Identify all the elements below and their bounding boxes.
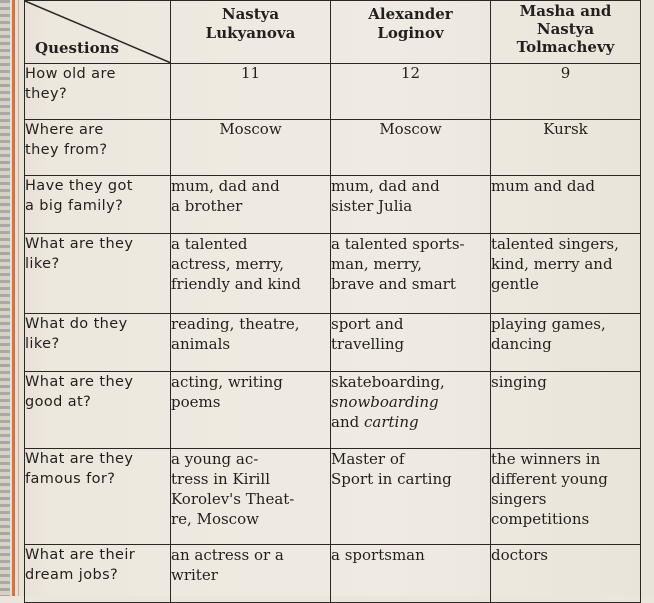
question-text: How old are [25,66,116,82]
answer-text: acting, writing [171,373,283,391]
question-text: Have they got [25,178,133,194]
question-text: What do they [25,316,128,332]
question-text: famous for? [25,471,116,487]
header-row [25,1,641,64]
person-1-line2: Lukyanova [205,24,296,42]
answer-text: re, Moscow [171,510,259,528]
answer-text: 11 [240,64,261,82]
answer-cell [491,64,641,120]
question-text: they from? [25,142,108,158]
question-text: like? [25,256,60,272]
question-text: What are they [25,236,134,252]
answer-cell [331,234,491,314]
question-cell [25,120,171,176]
questions-label: Questions [35,39,119,57]
person-1-line1: Nastya [221,5,280,23]
answer-text: travelling [331,335,405,353]
person-3-line3: Tolmachevy [516,38,615,56]
person-header-3 [491,1,641,64]
answer-text: snowboarding [331,393,439,411]
person-header-2 [331,1,491,64]
answer-cell [491,545,641,603]
question-text: dream jobs? [25,567,119,583]
answer-cell [171,314,331,372]
answer-text: skateboarding, [331,373,445,391]
answer-cell [491,176,641,234]
question-text: Where are [25,122,104,138]
page-binding [0,0,10,596]
answer-cell [491,372,641,449]
answer-text: sport and [331,315,404,333]
answer-text: dancing [491,335,552,353]
answer-cell [331,449,491,545]
answer-text: different young [491,470,608,488]
margin-line [12,0,15,596]
question-text: What are their [25,547,136,563]
table-row [25,449,641,545]
answer-cell [171,545,331,603]
question-text: like? [25,336,60,352]
person-header-1 [171,1,331,64]
answer-text: the winners in [491,450,601,468]
question-cell [25,314,171,372]
answer-text: tress in Kirill [171,470,271,488]
answer-text: talented singers, [491,235,619,253]
table-row [25,372,641,449]
question-text: What are they [25,374,134,390]
answer-text: friendly and kind [171,275,301,293]
person-3-line2: Nastya [536,20,595,38]
answer-cell [171,176,331,234]
answer-text: gentle [491,275,539,293]
answer-text: and [331,413,360,431]
answer-text: man, merry, [331,255,423,273]
question-text: a big family? [25,198,124,214]
table-row [25,314,641,372]
answer-cell [331,545,491,603]
answer-text: kind, merry and [491,255,613,273]
question-cell [25,545,171,603]
answer-text: 9 [560,64,571,82]
answer-text: mum, dad and [171,177,280,195]
table-row [25,234,641,314]
answer-text: a talented sports- [331,235,465,253]
table-row [25,64,641,120]
answer-cell [331,176,491,234]
questions-header-cell [25,1,171,64]
answer-cell [331,120,491,176]
question-cell [25,234,171,314]
answer-cell [171,120,331,176]
answer-cell [491,314,641,372]
answer-text: Moscow [379,120,442,138]
answer-text: competitions [491,510,590,528]
answer-cell [331,64,491,120]
answer-text: carting [364,413,419,431]
question-cell [25,449,171,545]
answer-cell [491,120,641,176]
answer-text: a talented [171,235,248,253]
margin-line-inner [18,0,19,596]
answer-cell [491,449,641,545]
answer-text: Korolev's Theat- [171,490,295,508]
answer-text: Moscow [219,120,282,138]
person-2-line2: Loginov [377,24,444,42]
answer-text: animals [171,335,231,353]
answer-text: sister Julia [331,197,413,215]
question-cell [25,176,171,234]
answer-text: a young ac- [171,450,259,468]
table-row [25,545,641,603]
answer-text: a brother [171,197,243,215]
answer-text: mum, dad and [331,177,440,195]
answer-text: Sport in carting [331,470,452,488]
answer-cell [171,234,331,314]
answer-cell [331,372,491,449]
person-2-line1: Alexander [368,5,453,23]
question-text: What are they [25,451,134,467]
answer-text: singers [491,490,547,508]
question-text: they? [25,86,68,102]
answer-text: doctors [491,546,548,564]
info-table [24,0,641,603]
answer-text: writer [171,566,218,584]
question-cell [25,372,171,449]
answer-text: playing games, [491,315,606,333]
table-row [25,120,641,176]
answer-cell [491,234,641,314]
answer-text: a sportsman [331,546,425,564]
answer-cell [331,314,491,372]
person-3-line1: Masha and [519,2,612,20]
answer-text: mum and dad [491,177,595,195]
answer-text: brave and smart [331,275,456,293]
question-text: good at? [25,394,92,410]
answer-text: Kursk [543,120,588,138]
answer-text: reading, theatre, [171,315,300,333]
table-row [25,176,641,234]
answer-text: an actress or a [171,546,284,564]
answer-text: 12 [400,64,421,82]
question-cell [25,64,171,120]
answer-text: poems [171,393,221,411]
answer-text: Master of [331,450,405,468]
answer-text: actress, merry, [171,255,285,273]
answer-cell [171,372,331,449]
answer-text: singing [491,373,547,391]
answer-cell [171,64,331,120]
answer-cell [171,449,331,545]
